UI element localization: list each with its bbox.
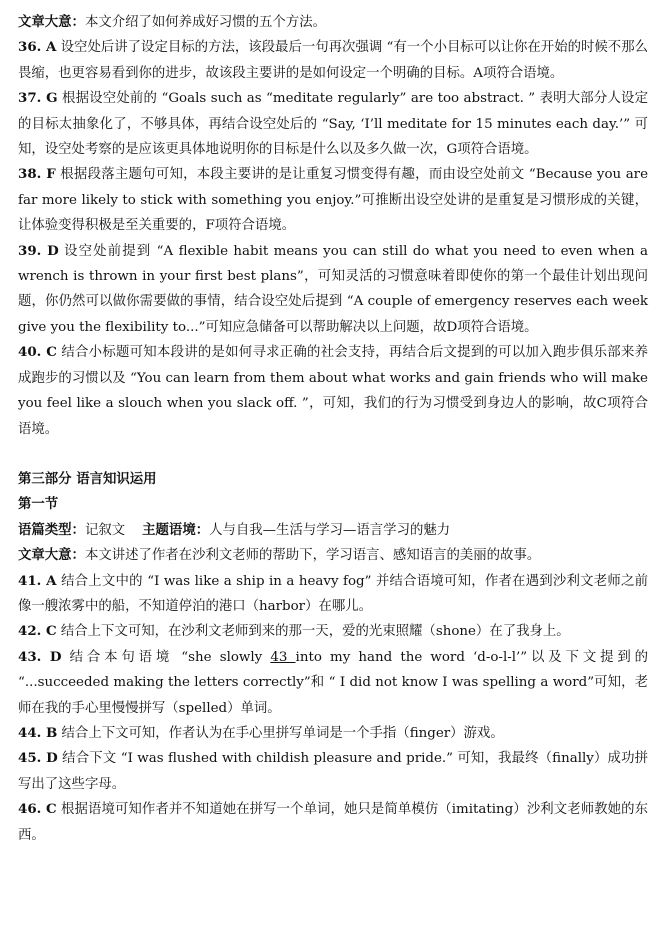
answer-explanation: 根据设空处前的 “Goals such as “meditate regularly” are too abstract. ” 表明大部分人设定的目标太抽象化了，不够具体，再结合设空处后的 “Say, ‘I’ll meditate for 15 minutes each day.’” 可知，设空处考察的是应该更具体地说明你的目标是什么以及多久做一次，G项符合语境。 <box>18 91 648 158</box>
answer-number: 40. C <box>18 344 57 361</box>
answer-explanation: 根据段落主题句可知，本段主要讲的是让重复习惯变得有趣，而由设空处前文 “Because you are far more likely to stick with something you enjoy.”可推断出设空处讲的是重复是习惯形成的关键，让体验变得积极是至关重要的，F项符合语境。 <box>18 167 649 234</box>
answer-explanation: 设空处前提到 “A flexible habit means you can still do what you need to even when a wrench is thrown in your first best plans”，可知灵活的习惯意味着即使你的第一个最佳计划出现问题，你仍然可以做你需要做的事情，结合设空处后提到 “A couple of emergency reserves each week give you the flexibility to...”可知应急储备可以帮助解决以上问题，故D项符合语境。 <box>18 243 649 335</box>
answer-item-43 <box>18 645 648 721</box>
answer-explanation: 结合上文中的 “I was like a ship in a heavy fog” 并结合语境可知，作者在遇到沙利文老师之前像一艘浓雾中的船，不知道停泊的港口（harbor）在哪儿。 <box>18 573 648 614</box>
summary-text: 本文讲述了作者在沙利文老师的帮助下，学习语言、感知语言的美丽的故事。 <box>84 548 541 564</box>
answer-item-37 <box>18 86 648 162</box>
type-label: 语篇类型： <box>18 521 85 538</box>
answer-item-36 <box>18 35 648 86</box>
answer-item-39 <box>18 239 648 341</box>
answer-number: 44. B <box>18 724 58 741</box>
answer-explanation: 结合上下文可知，在沙利文老师到来的那一天，爱的光束照耀（shone）在了我身上。 <box>60 624 570 640</box>
article-summary-2 <box>18 543 648 568</box>
answer-explanation: 结合下文 “I was flushed with childish pleasure and pride.” 可知，我最终（finally）成功拼写出了这些字母。 <box>18 751 649 792</box>
answer-explanation-b: into my hand the word ‘d-o-l-l’”以及下文提到的 “...succeeded making the letters correctly”和 “ I did not know I was spelling a word”可知，老师在我的手心里慢慢拼写（spelled）单词。 <box>18 649 648 716</box>
theme-label: 主题语境： <box>142 521 210 538</box>
answer-item-40 <box>18 340 648 442</box>
theme-value: 人与自我—生活与学习—语言学习的魅力 <box>209 522 451 538</box>
answer-number: 42. C <box>18 623 57 640</box>
type-value: 记叙文 <box>84 522 126 538</box>
section-gap <box>18 442 648 467</box>
blank-number: 43 <box>270 649 296 665</box>
answer-number: 45. D <box>18 750 58 767</box>
answer-explanation: 结合小标题可知本段讲的是如何寻求正确的社会支持，再结合后文提到的可以加入跑步俱乐部来养成跑步的习惯以及 “You can learn from them about what works and gain friends who will make you feel like a slouch when you slack off. ”，可知，我们的行为习惯受到身边人的影响，故C项符合语境。 <box>18 345 648 437</box>
answer-item-41 <box>18 569 648 620</box>
passage-type-line <box>18 518 648 543</box>
answer-item-45 <box>18 746 648 797</box>
answer-number: 37. G <box>18 90 58 107</box>
answer-number: 46. C <box>18 801 57 818</box>
answer-number: 43. D <box>18 648 62 665</box>
answer-item-46 <box>18 797 648 848</box>
answer-explanation-a: 结合本句语境 “she slowly <box>69 649 271 665</box>
answer-explanation: 根据语境可知作者并不知道她在拼写一个单词，她只是简单模仿（imitating）沙利文老师教她的东西。 <box>18 802 648 843</box>
section-subtitle: 第一节 <box>18 496 59 513</box>
answer-item-42 <box>18 619 648 644</box>
answer-explanation: 设空处后讲了设定目标的方法，该段最后一句再次强调 “有一个小目标可以让你在开始的时候不那么畏缩，也更容易看到你的进步，故该段主要讲的是如何设定一个明确的目标。A项符合语境。 <box>18 40 648 81</box>
answer-number: 39. D <box>18 242 59 259</box>
answer-number: 38. F <box>18 166 56 183</box>
answer-number: 41. A <box>18 572 57 589</box>
answer-explanation: 结合上下文可知，作者认为在手心里拼写单词是一个手指（finger）游戏。 <box>61 725 504 741</box>
answer-number: 36. A <box>18 39 57 56</box>
answer-item-44 <box>18 721 648 746</box>
summary-label: 文章大意： <box>18 14 85 30</box>
summary-label: 文章大意： <box>18 547 85 564</box>
answer-item-38 <box>18 162 648 238</box>
part-title: 第三部分 语言知识运用 <box>18 470 157 487</box>
summary-text: 本文介绍了如何养成好习惯的五个方法。 <box>84 15 326 30</box>
article-summary <box>18 10 648 35</box>
